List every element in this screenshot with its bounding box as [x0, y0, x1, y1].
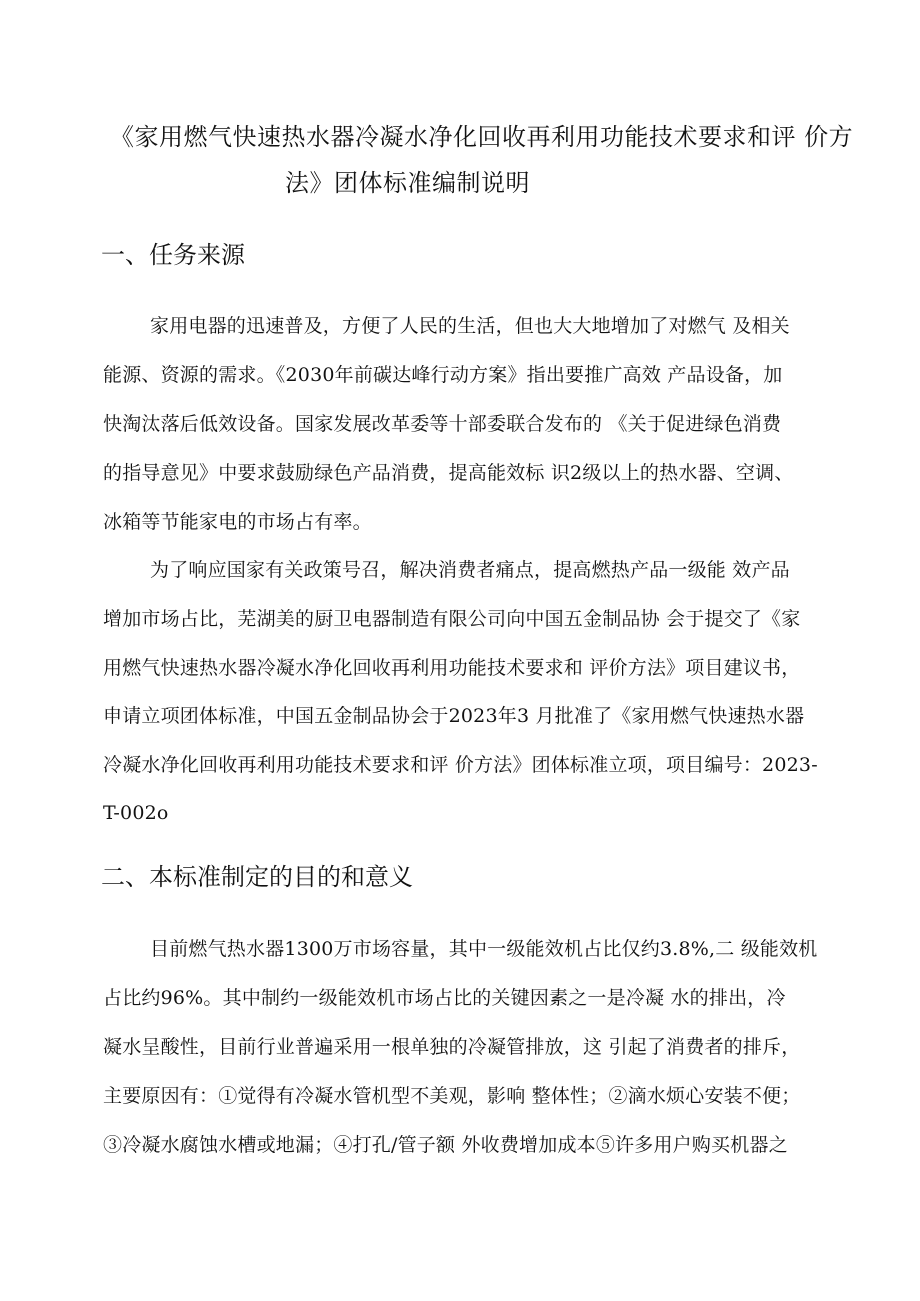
section-1-heading: 一、任务来源	[101, 241, 245, 269]
paragraph-line: 的指导意见》中要求鼓励绿色产品消费，提高能效标 识2级以上的热水器、空调、	[103, 462, 794, 484]
paragraph-line: 增加市场占比，芜湖美的厨卫电器制造有限公司向中国五金制品协 会于提交了《家	[103, 608, 801, 630]
paragraph-line: 为了响应国家有关政策号召，解决消费者痛点，提高燃热产品一级能 效产品	[150, 559, 790, 581]
document-title-line-2: 法》团体标准编制说明	[285, 169, 530, 197]
paragraph-line: 主要原因有：①觉得有冷凝水管机型不美观，影响 整体性；②滴水烦心安装不便；	[103, 1085, 801, 1107]
paragraph-line: 占比约96%。其中制约一级能效机市场占比的关键因素之一是冷凝 水的排出，冷	[103, 987, 786, 1009]
paragraph-line: 目前燃气热水器1300万市场容量，其中一级能效机占比仅约3.8%,二 级能效机	[150, 938, 818, 960]
document-title-line-1: 《家用燃气快速热水器冷凝水净化回收再利用功能技术要求和评 价方	[110, 123, 854, 151]
paragraph-line: 凝水呈酸性，目前行业普遍采用一根单独的冷凝管排放，这 引起了消费者的排斥，	[103, 1036, 801, 1058]
paragraph-line: 申请立项团体标准，中国五金制品协会于2023年3 月批准了《家用燃气快速热水器	[103, 705, 805, 727]
paragraph-line: 快淘汰落后低效设备。国家发展改革委等十部委联合发布的 《关于促进绿色消费	[103, 413, 782, 435]
paragraph-line: 能源、资源的需求。《2030年前碳达峰行动方案》指出要推广高效 产品设备，加	[103, 364, 783, 386]
paragraph-line: 家用电器的迅速普及，方便了人民的生活，但也大大地增加了对燃气 及相关	[150, 315, 790, 337]
paragraph-line: ③冷凝水腐蚀水槽或地漏；④打孔/管子额 外收费增加成本⑤许多用户购买机器之	[103, 1134, 788, 1156]
paragraph-line: 冰箱等节能家电的市场占有率。	[103, 511, 372, 533]
paragraph-line: 用燃气快速热水器冷凝水净化回收再利用功能技术要求和 评价方法》项目建议书，	[103, 657, 801, 679]
paragraph-line: 冷凝水净化回收再利用功能技术要求和评 价方法》团体标准立项，项目编号：2023-	[103, 754, 818, 776]
section-2-heading: 二、本标准制定的目的和意义	[101, 863, 413, 891]
paragraph-line: T-002o	[103, 802, 169, 824]
